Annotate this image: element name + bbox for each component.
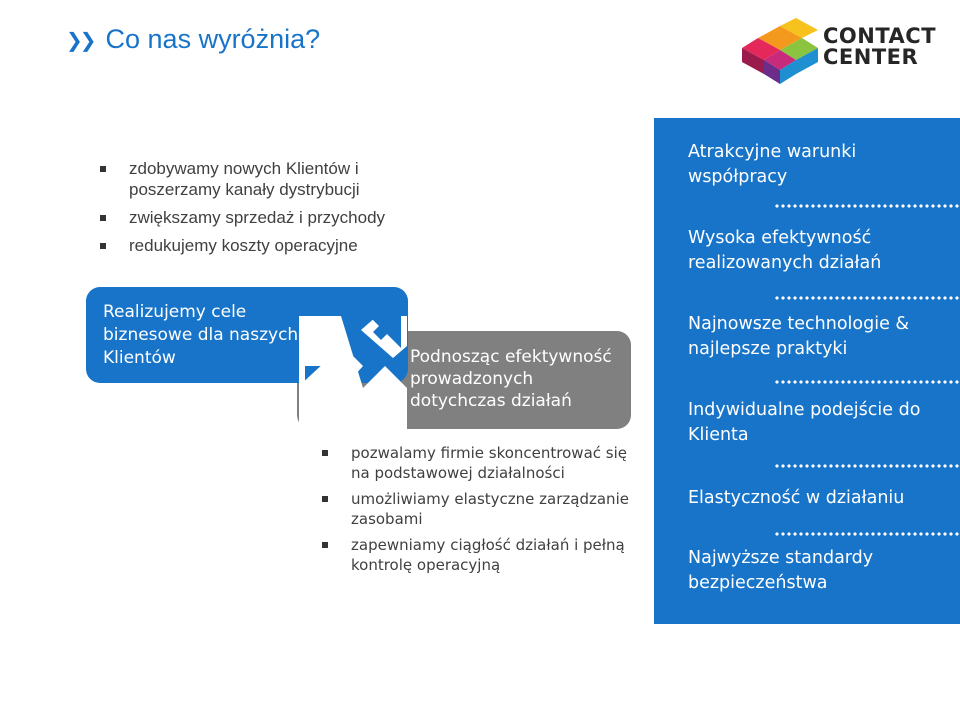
advantage-item: Indywidualne podejście do Klienta [688,400,921,445]
list-item: pozwalamy firmie skoncentrować się na podstawowej działalności [322,443,632,483]
list-item: zdobywamy nowych Klientów i poszerzamy kanały dystrybucji [100,158,420,200]
middle-bullet-list [322,443,632,581]
advantage-item: Elastyczność w działaniu [688,488,905,508]
advantages-panel [654,118,960,624]
advantage-item: Wysoka efektywność realizowanych działań [688,228,882,273]
goals-box-text: Realizujemy cele biznesowe dla naszych Klientów [103,302,299,368]
dotted-separator [774,296,960,300]
dotted-separator [774,380,960,384]
logo-wordmark: CONTACT CENTER [823,24,937,69]
dotted-separator [774,532,960,536]
list-item: umożliwiamy elastyczne zarządzanie zasobami [322,489,632,529]
efficiency-box-text: Podnosząc efektywność prowadzonych dotychczas działań [410,347,612,411]
advantage-item: Atrakcyjne warunki współpracy [688,142,857,187]
double-chevron-right-icon: ❯❯ [66,27,94,52]
diagonal-arrows-icon [297,300,409,429]
dotted-separator [774,464,960,468]
logo-cube-icon [742,18,818,84]
slide-header [66,24,320,55]
page-title: Co nas wyróżnia? [105,24,321,54]
top-bullet-list [100,158,420,263]
advantage-item: Najwyższe standardy bezpieczeństwa [688,548,874,593]
list-item: zwiększamy sprzedaż i przychody [100,207,420,228]
advantage-item: Najnowsze technologie & najlepsze praktyki [688,314,910,359]
dotted-separator [774,204,960,208]
list-item: zapewniamy ciągłość działań i pełną kontrolę operacyjną [322,535,632,575]
list-item: redukujemy koszty operacyjne [100,235,420,256]
